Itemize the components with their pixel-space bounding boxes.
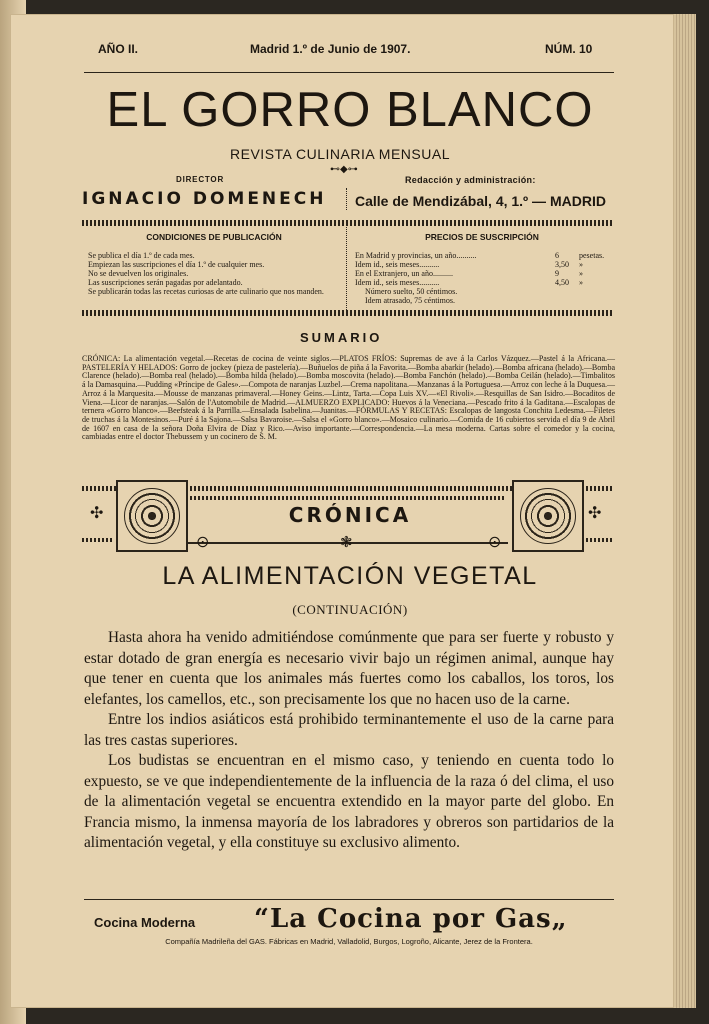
condition-line: Empiezan las suscripciones el día 1.º de cualquier mes. bbox=[88, 260, 265, 269]
condition-line: Se publicarán todas las recetas curiosas de arte culinario que nos manden. bbox=[88, 287, 324, 296]
box-bottom-border bbox=[82, 310, 614, 316]
price-row: En el Extranjero, un año.......... 9 » bbox=[355, 269, 583, 278]
sumario-heading: SUMARIO bbox=[300, 330, 383, 345]
magazine-title: EL GORRO BLANCO bbox=[106, 83, 594, 137]
issue-number: NÚM. 10 bbox=[545, 42, 593, 56]
sumario-text: CRÓNICA: La alimentación vegetal.—Recetas de cocina de veinte siglos.—PLATOS FRÍOS: Supremas de ave á la Carlos Vázquez.—Pastel á la Africana.—PASTELERÍA Y HELADOS: Gorro de jockey (pieza de pastelería).—Buñuelos de piña á la Favorita.—Bomba abarkir (helado).—Bomba africana (helado).—Bomba Clarence (helado).—Bomba real (helado).—Bomba hilda (helado).—Bomba moscovita (helado).—Bomba Fanchón (helado).—Bomba Ceilán (helado).—Timbalitos á la Damasquina.—Pudding «Príncipe de Gales».—Compota de naranjas Luzbel.—Crema napolitana.—Manzanas á la Portuguesa.—Arroz con leche á la Duquesa.—Arroz á la Marquesita.—Mousse de manzanas primaveral.—Honey Geins.—Lintz, Tarta.—Copa Luis XV.—«El Rivoli».—Resquillas de San Isidro.—Bocaditos de Viena.—Licor de naranjas.—Salón de l'Automobile de Madrid.—ALMUERZO EXPLICADO: Huevos á la Veneciana.—Pescado frito á la Gaditana.—Escalopas de ternera «Gorro blanco».—Beefsteak á la Parrilla.—Ensalada Isabelina.—Juanitas.—FÓRMULAS Y RECETAS: Escalopas de langosta Conchita Ledesma.—Filetes de truchas á la Montesinos.—Puré á la Sajona.—Salsa Bavaroise.—Salsa el «Gorro blanco».—Mosaico culinario.—Comida de 16 cubiertos servida el día 9 de Abril de 1607 en casa de la señora Doña Elvira de Díaz y Rico.—Aviso importante.—Correspondencia.—La mesa moderna. Cartas sobre el comedor y la cocina, cambiadas entre el doctor Thebussem y un cocinero de S. M. bbox=[82, 354, 615, 442]
condition-line: Se publica el día 1.º de cada mes. bbox=[88, 251, 195, 260]
director-name: IGNACIO DOMENECH bbox=[82, 189, 327, 209]
box-top-border bbox=[82, 220, 614, 226]
ornament-left-tail bbox=[82, 538, 114, 542]
article-paragraph: Entre los indios asiáticos está prohibido terminantemente el uso de la carne para las tres castas superiores. bbox=[84, 711, 614, 749]
admin-address: Calle de Mendizábal, 4, 1.º — MADRID bbox=[355, 193, 606, 209]
right-rosette-ornament bbox=[512, 480, 584, 552]
flower-ornament-icon: ❃ bbox=[340, 535, 353, 551]
rosette-icon bbox=[124, 488, 180, 544]
advert-headline: “La Cocina por Gas„ bbox=[254, 904, 568, 934]
fleuron-icon: ✣ bbox=[90, 505, 104, 522]
header-rule bbox=[84, 72, 614, 73]
scroll-ornament-icon: ⊙ bbox=[488, 534, 502, 551]
advert-brand: Cocina Moderna bbox=[94, 915, 196, 930]
price-extra: Idem atrasado, 75 céntimos. bbox=[365, 296, 455, 305]
condition-line: No se devuelven los originales. bbox=[88, 269, 189, 278]
advert-footer: Compañía Madrileña del GAS. Fábricas en Madrid, Valladolid, Burgos, Logroño, Alicante, Jerez de la Frontera. bbox=[165, 937, 533, 946]
left-rosette-ornament bbox=[116, 480, 188, 552]
condition-line: Las suscripciones serán pagadas por adelantado. bbox=[88, 278, 243, 287]
page-edges bbox=[674, 14, 696, 1008]
article-body bbox=[84, 628, 614, 854]
ornament-right-tail bbox=[582, 538, 614, 542]
admin-label: Redacción y administración: bbox=[405, 175, 536, 185]
price-extra: Número suelto, 50 céntimos. bbox=[365, 287, 458, 296]
price-row: En Madrid y provincias, un año.......... 6 pesetas. bbox=[355, 251, 605, 260]
box-divider bbox=[346, 224, 347, 312]
cronica-label: CRÓNICA bbox=[288, 503, 412, 527]
scroll-ornament-icon: ⊙ bbox=[196, 534, 210, 551]
advert-rule bbox=[84, 899, 614, 900]
magazine-subtitle: REVISTA CULINARIA MENSUAL bbox=[230, 146, 450, 162]
rosette-icon bbox=[520, 488, 576, 544]
prices-table bbox=[355, 251, 613, 305]
conditions-heading: CONDICIONES DE PUBLICACIÓN bbox=[146, 232, 282, 242]
flourish-icon: ⊷◆⊶ bbox=[330, 164, 358, 175]
masthead-divider bbox=[346, 188, 349, 210]
article-title: LA ALIMENTACIÓN VEGETAL bbox=[162, 562, 538, 590]
price-row: Idem id., seis meses.......... 4,50 » bbox=[355, 278, 583, 287]
price-row: Idem id., seis meses.......... 3,50 » bbox=[355, 260, 583, 269]
director-label: DIRECTOR bbox=[176, 175, 225, 184]
article-continuation: (CONTINUACIÓN) bbox=[292, 602, 408, 617]
article-paragraph: Los budistas se encuentran en el mismo caso, y teniendo en cuenta todo lo expuesto, se ve que independientemente de la influencia de la raza ó del clima, el uso de la alimentación vegetal se encuentra extendido en la mayor parte del globo. En Francia mismo, la inmensa mayoría de los labradores y obreros son partidarios de la alimentación vegetal, y ella constituye su exclusivo alimento. bbox=[84, 752, 614, 851]
conditions-list bbox=[88, 251, 342, 296]
article-paragraph: Hasta ahora ha venido admitiéndose comúnmente que para ser fuerte y robusto y estar dotado de gran energía es necesario vivir bajo un régimen animal, aunque hay que tener en cuenta que los animales más fuertes como los caballos, los toros, los elefantes, los camellos, etc., son precisamente los que no hacen uso de la carne. bbox=[84, 629, 614, 708]
cronica-upper-rule bbox=[190, 496, 506, 500]
issue-year: AÑO II. bbox=[98, 42, 139, 56]
fleuron-icon: ✣ bbox=[588, 505, 602, 522]
issue-date: Madrid 1.º de Junio de 1907. bbox=[250, 42, 411, 56]
prices-heading: PRECIOS DE SUSCRIPCIÓN bbox=[425, 232, 539, 242]
